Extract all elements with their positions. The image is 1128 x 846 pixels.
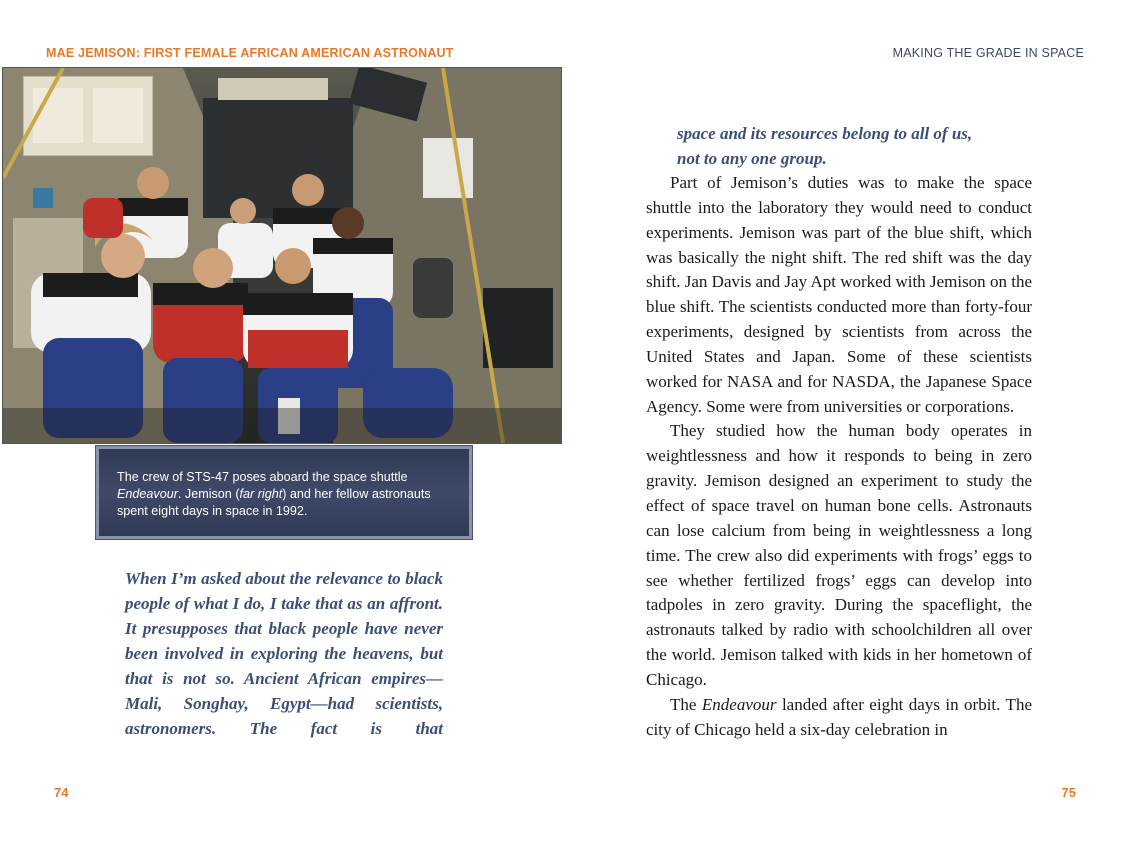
paragraph-experiments: They studied how the human body operates in weightlessness and how it responds to being in zero gravity. Jemison designed an experiment to study the effect of space travel on human bone cells. Astronauts can lose calcium from being in weightlessness a long time. The crew also did experiments with frogs’ eggs to see whether fertilized frogs’ eggs can develop into tadpoles in zero gravity. During the spaceflight, the astronauts talked by radio with schoolchildren all over the world. Jemison talked with kids in her hometown of Chicago. [646, 421, 1032, 689]
pull-quote-continuation: space and its resources belong to all of us, not to any one group. [677, 124, 973, 168]
paragraph-duties: Part of Jemison’s duties was to make the space shuttle into the laboratory they would need to conduct experiments. Jemison was part of the blue shift, which was basically the night shift. The red shift was the day shift. Jan Davis and Jay Apt worked with Jemison on the blue shift. The scientists conducted more than forty-four experiments, designed by scientists from across the United States and Japan. Some of these scientists worked for NASA and for NASDA, the Japanese Space Agency. Some were from universities or corporations. [646, 173, 1032, 416]
paragraph-landing: The Endeavour landed after eight days in orbit. The city of Chicago held a six-day celebration in [646, 694, 1032, 739]
running-head-left: MAE JEMISON: FIRST FEMALE AFRICAN AMERICAN ASTRONAUT [46, 46, 454, 60]
page-number-left: 74 [54, 785, 69, 800]
photo-caption: The crew of STS-47 poses aboard the space shuttle Endeavour. Jemison (far right) and her fellow astronauts spent eight days in space in 1992. [96, 446, 472, 539]
running-head-right: MAKING THE GRADE IN SPACE [892, 46, 1084, 60]
body-text [646, 171, 1032, 742]
pull-quote-left: When I’m asked about the relevance to black people of what I do, I take that as an affront. It presupposes that black people have never been involved in exploring the heavens, but that is not so. Ancient African empires—Mali, Songhay, Egypt—had scientists, astronomers. The fact is that [125, 569, 443, 738]
crew-photo [2, 67, 562, 444]
page-number-right: 75 [1061, 785, 1076, 800]
